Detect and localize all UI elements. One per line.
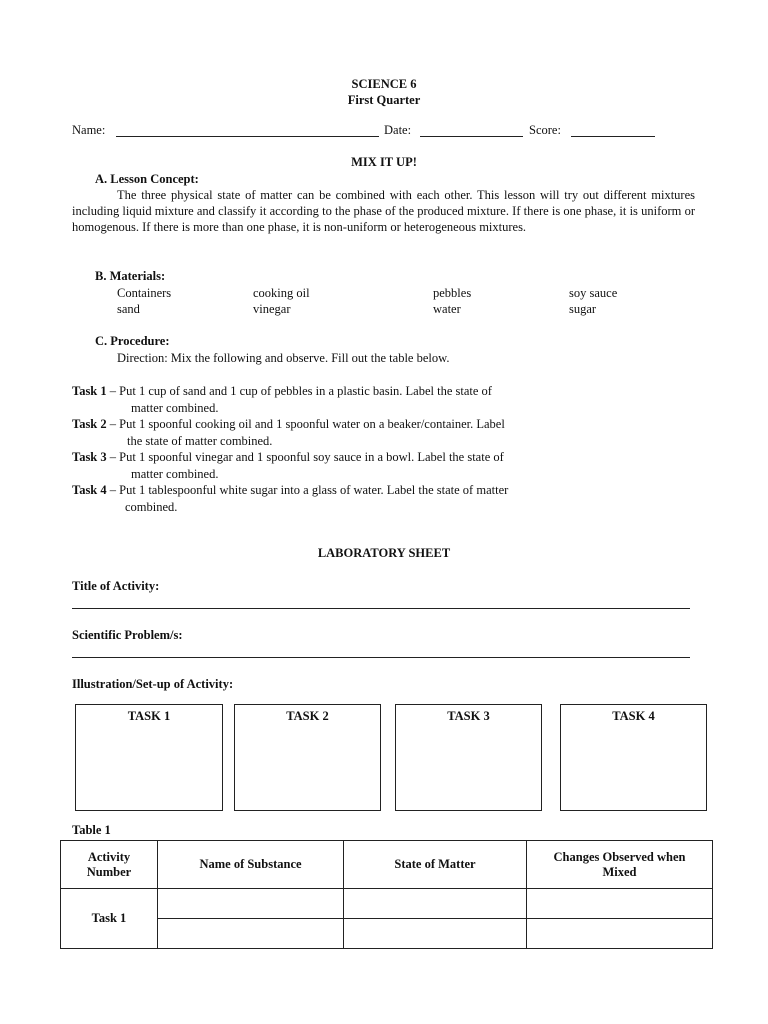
illustration-label: Illustration/Set-up of Activity: [72,677,234,691]
activity-title: MIX IT UP! [351,155,417,169]
materials-heading: B. Materials: [95,269,166,283]
lesson-heading: A. Lesson Concept: [95,172,199,186]
task-text: – Put 1 spoonful vinegar and 1 spoonful soy sauce in a bowl. Label the state of [106,450,504,464]
header-state-of-matter: State of Matter [344,841,527,889]
table-cell[interactable] [527,919,713,949]
table-header-row [61,841,713,889]
task-item [72,482,508,515]
date-blank[interactable] [420,136,523,137]
name-label: Name: [72,123,106,137]
table-cell[interactable] [158,889,344,919]
task-row-label: Task 1 [61,889,158,949]
header-activity-number: Activity Number [61,841,158,889]
box-label: TASK 1 [127,709,171,723]
material-item: sand [117,302,140,316]
name-blank[interactable] [116,136,379,137]
material-item: vinegar [253,302,291,316]
subject-title: SCIENCE 6 [351,77,417,91]
task-label: Task 4 [72,483,107,497]
material-item: soy sauce [569,286,618,300]
header-name-of-substance: Name of Substance [158,841,344,889]
table-caption: Table 1 [72,823,111,837]
box-label: TASK 4 [612,709,655,723]
task-item [72,449,504,482]
observation-table [60,840,713,949]
title-of-activity-blank[interactable] [72,608,690,609]
procedure-direction: Direction: Mix the following and observe. Fill out the table below. [117,351,450,365]
scientific-problem-blank[interactable] [72,657,690,658]
task-text-cont: combined. [125,499,178,514]
box-label: TASK 3 [447,709,490,723]
task-text: – Put 1 spoonful cooking oil and 1 spoonful water on a beaker/container. Label [106,417,505,431]
header-changes-observed: Changes Observed when Mixed [527,841,713,889]
task-text: – Put 1 tablespoonful white sugar into a glass of water. Label the state of matter [106,483,509,497]
table-row [61,889,713,919]
material-item: pebbles [433,286,472,300]
score-label: Score: [529,123,561,137]
task-4-illustration-box[interactable] [560,704,707,811]
task-1-illustration-box[interactable] [75,704,223,811]
procedure-heading: C. Procedure: [95,334,170,348]
material-item: Containers [117,286,172,300]
title-of-activity-label: Title of Activity: [72,579,160,593]
material-item: cooking oil [253,286,310,300]
scientific-problem-label: Scientific Problem/s: [72,628,183,642]
task-2-illustration-box[interactable] [234,704,381,811]
material-item: water [433,302,461,316]
task-3-illustration-box[interactable] [395,704,542,811]
task-text-cont: the state of matter combined. [127,433,273,448]
material-item: sugar [569,302,597,316]
task-item [72,383,492,416]
date-label: Date: [384,123,412,137]
task-text-cont: matter combined. [131,400,219,415]
table-cell[interactable] [158,919,344,949]
lab-sheet-heading: LABORATORY SHEET [317,546,451,560]
score-blank[interactable] [571,136,655,137]
task-text: – Put 1 cup of sand and 1 cup of pebbles in a plastic basin. Label the state of [106,384,492,398]
task-label: Task 2 [72,417,107,431]
task-label: Task 3 [72,450,107,464]
table-cell[interactable] [527,889,713,919]
table-cell[interactable] [344,919,527,949]
lesson-text: The three physical state of matter can be combined with each other. This lesson will try out different mixtures including liquid mixture and classify it according to the phase of the produced mixture. If there is one phase, it is uniform or homogenous. If there is more than one phase, it is non-uniform or heterogeneous mixtures. [72,188,695,235]
quarter-title: First Quarter [347,93,421,107]
task-label: Task 1 [72,384,107,398]
table-cell[interactable] [344,889,527,919]
task-text-cont: matter combined. [131,466,219,481]
table-row [61,919,713,949]
box-label: TASK 2 [286,709,329,723]
task-item [72,416,505,449]
